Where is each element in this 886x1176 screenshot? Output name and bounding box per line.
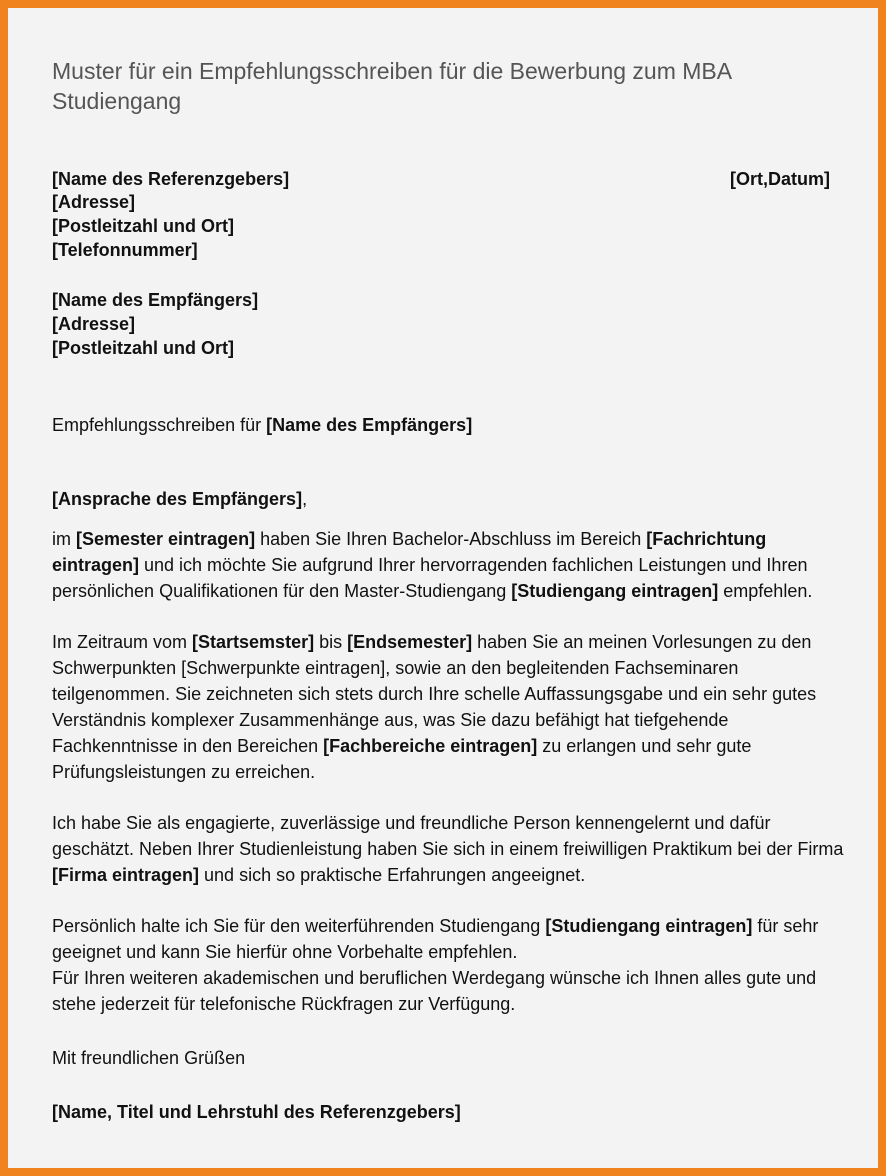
paragraph-4: Persönlich halte ich Sie für den weiterführenden Studiengang [Studiengang eintragen] für sehr geeignet und kann Sie hierfür ohne Vorbehalte empfehlen. Für Ihren weiteren akademischen und beruflichen Werdegang wünsche ich Ihnen alles gute und stehe jederzeit für telefonische Rückfragen zur Verfügung. [52,916,819,1014]
place-date: [Ort,Datum] [730,169,830,189]
recipient-name: [Name des Empfängers] [52,290,259,310]
recipient-address: [Adresse] [52,314,136,334]
paragraph-2: Im Zeitraum vom [Startsemster] bis [Endsemester] haben Sie an meinen Vorlesungen zu den Schwerpunkten [Schwerpunkte eintragen], sowie an den begleitenden Fachseminaren teilgenommen. Sie zeichneten sich stets durch Ihre schelle Auffassungsgabe und ein sehr gutes Verständnis komplexer Zusammenhänge aus, was Sie dazu befähigt hat tiefgehende Fachkenntnisse in den Bereichen [Fachbereiche eintragen] zu erlangen und sehr gute Prüfungsleistungen zu erreichen. [52,632,817,782]
sender-zip-city: [Postleitzahl und Ort] [52,216,234,236]
sender-address: [Adresse] [52,192,136,212]
sender-name: [Name des Referenzgebers] [52,169,290,189]
placeholder-endsemester: [Endsemester] [347,632,473,652]
salutation [52,486,852,512]
subject-line [52,412,852,438]
sender-phone: [Telefonnummer] [52,240,198,260]
placeholder-semester: [Semester eintragen] [76,529,256,549]
subject-placeholder: [Name des Empfängers] [266,415,473,435]
signature: [Name, Titel und Lehrstuhl des Referenzgebers] [52,1102,461,1122]
closing: Mit freundlichen Grüßen [52,1048,246,1068]
salutation-suffix: , [302,489,308,509]
subject-text: Empfehlungsschreiben für [52,415,267,435]
sender-block [52,166,852,262]
paragraph-1: im [Semester eintragen] haben Sie Ihren Bachelor-Abschluss im Bereich [Fachrichtung eintragen] und ich möchte Sie aufgrund Ihrer hervorragenden fachlichen Leistungen und Ihren persönlichen Qualifikationen für den Master-Studiengang [Studiengang eintragen] empfehlen. [52,529,813,601]
placeholder-firma: [Firma eintragen] [52,865,200,885]
paragraph-3: Ich habe Sie als engagierte, zuverlässige und freundliche Person kennengelernt und dafür geschätzt. Neben Ihrer Studienleistung haben Sie sich in einem freiwilligen Praktikum bei der Firma [Firma eintragen] und sich so praktische Erfahrungen angeeignet. [52,813,844,885]
placeholder-studiengang-2: [Studiengang eintragen] [545,916,753,936]
page-title: Muster für ein Empfehlungsschreiben für die Bewerbung zum MBA Studiengang [52,58,731,114]
letter-document [52,56,852,1125]
placeholder-fachrichtung: [Fachrichtung eintragen] [52,529,767,575]
placeholder-studiengang: [Studiengang eintragen] [511,581,719,601]
salutation-placeholder: [Ansprache des Empfängers] [52,489,303,509]
placeholder-startsemester: [Startsemster] [192,632,315,652]
placeholder-fachbereiche: [Fachbereiche eintragen] [323,736,538,756]
recipient-block [52,288,852,360]
recipient-zip-city: [Postleitzahl und Ort] [52,338,234,358]
